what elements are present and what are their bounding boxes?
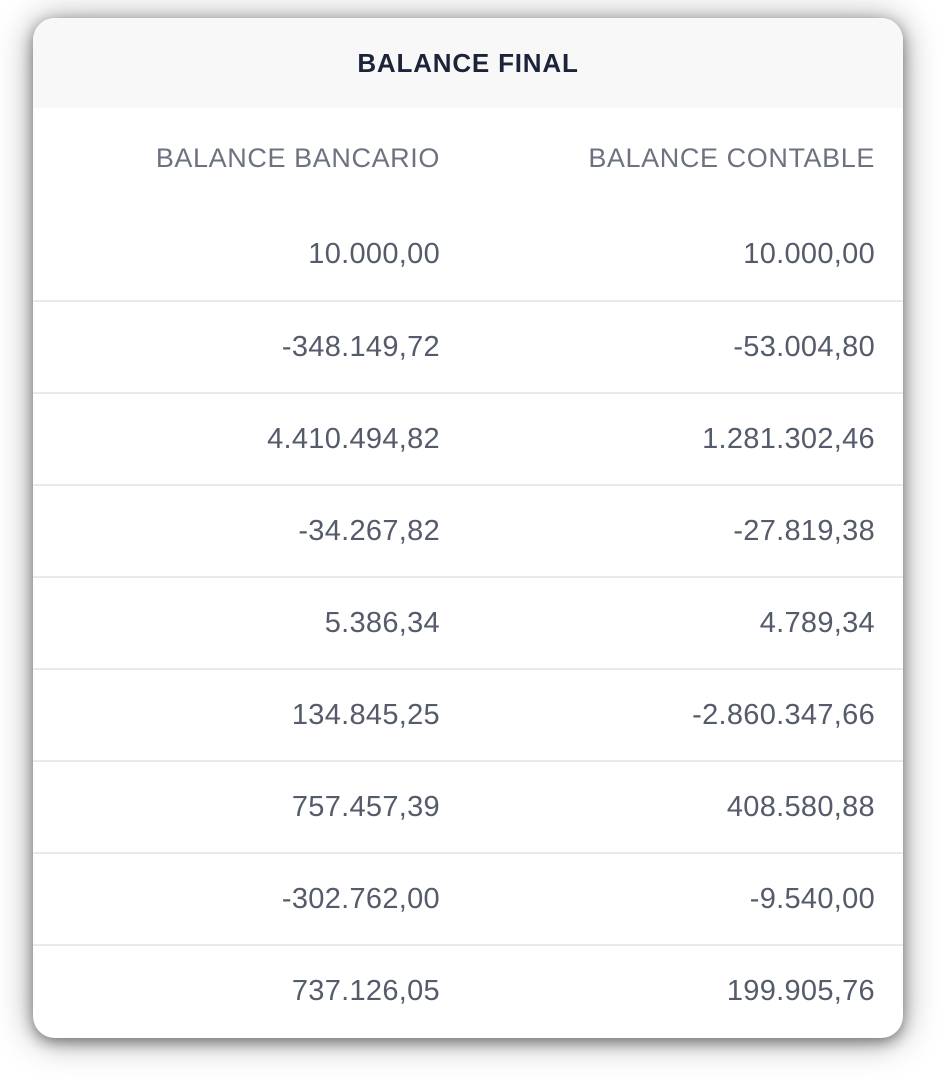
cell-balance-bancario: -302.762,00 — [281, 882, 440, 915]
balance-final-card — [33, 18, 903, 1038]
cell-balance-bancario: 134.845,25 — [291, 698, 440, 731]
balance-table — [33, 108, 903, 1036]
cell-balance-bancario: 757.457,39 — [291, 790, 440, 823]
table-row — [33, 576, 903, 668]
table-row — [33, 760, 903, 852]
table-row — [33, 484, 903, 576]
card-header — [33, 18, 903, 108]
cell-balance-bancario: -348.149,72 — [281, 330, 440, 363]
cell-balance-bancario: 4.410.494,82 — [267, 422, 440, 455]
cell-balance-contable: 408.580,88 — [726, 790, 875, 823]
table-row — [33, 668, 903, 760]
cell-balance-contable: 1.281.302,46 — [702, 422, 875, 455]
card-title: BALANCE FINAL — [357, 47, 579, 78]
cell-balance-bancario: 737.126,05 — [291, 974, 440, 1007]
table-row — [33, 852, 903, 944]
table-row — [33, 392, 903, 484]
column-header-balance-bancario: BALANCE BANCARIO — [155, 142, 440, 173]
table-body — [33, 208, 903, 1036]
cell-balance-contable: -9.540,00 — [749, 882, 875, 915]
cell-balance-bancario: 10.000,00 — [308, 237, 440, 270]
table-row — [33, 208, 903, 300]
cell-balance-contable: 10.000,00 — [743, 237, 875, 270]
table-header-row — [33, 108, 903, 208]
table-row — [33, 300, 903, 392]
table-row — [33, 944, 903, 1036]
cell-balance-contable: 4.789,34 — [759, 606, 875, 639]
cell-balance-bancario: 5.386,34 — [324, 606, 440, 639]
cell-balance-contable: -2.860.347,66 — [692, 698, 875, 731]
cell-balance-bancario: -34.267,82 — [298, 514, 440, 547]
cell-balance-contable: 199.905,76 — [726, 974, 875, 1007]
cell-balance-contable: -53.004,80 — [733, 330, 875, 363]
cell-balance-contable: -27.819,38 — [733, 514, 875, 547]
column-header-balance-contable: BALANCE CONTABLE — [588, 142, 875, 173]
